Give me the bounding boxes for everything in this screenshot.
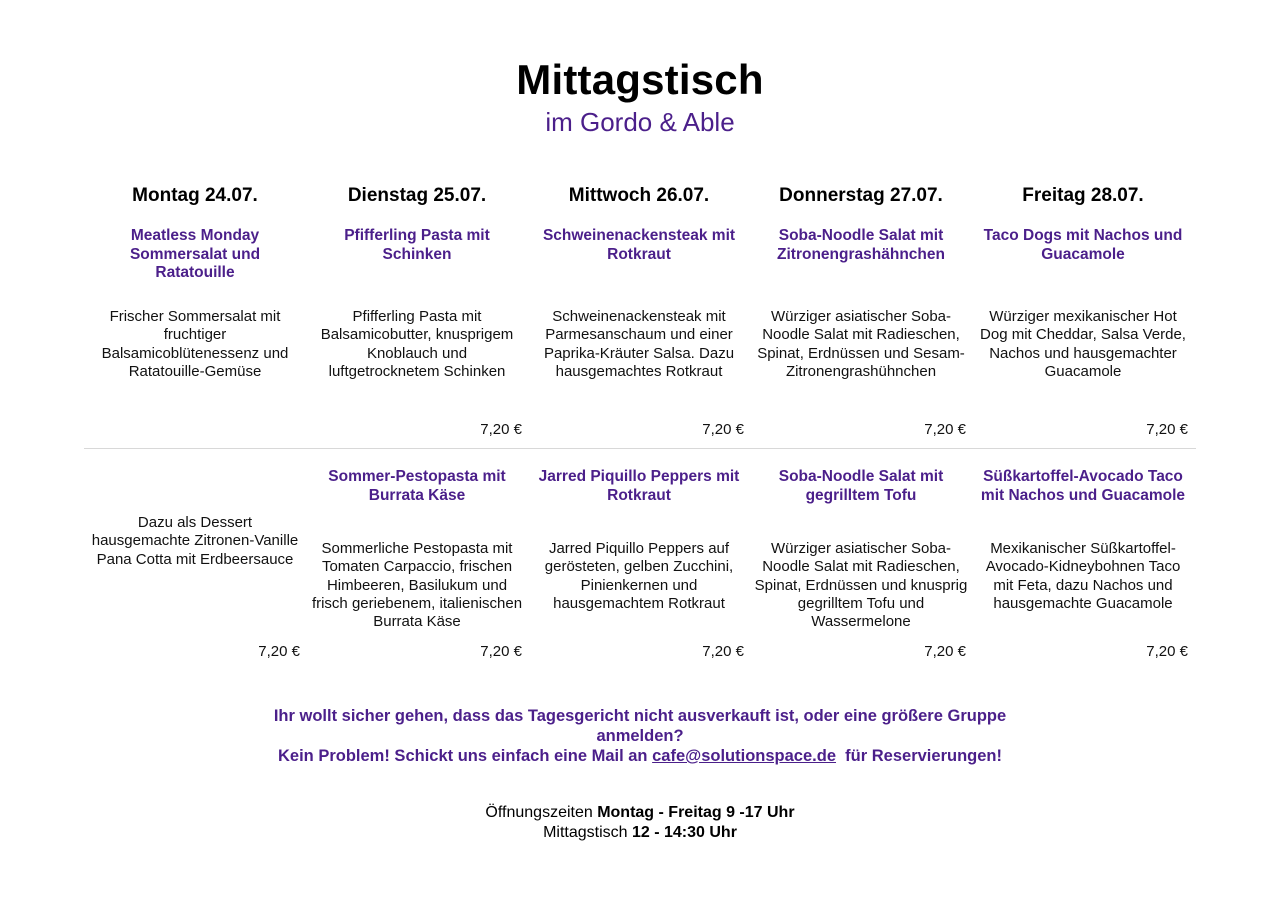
notice-line-1: Ihr wollt sicher gehen, dass das Tagesgericht nicht ausverkauft ist, oder eine größere Gruppe anmelden? [273, 707, 1007, 745]
day-heading: Donnerstag 27.07. [779, 185, 943, 206]
dish-name: Meatless Monday Sommersalat und Ratatouille [129, 227, 261, 281]
dish2-column-thursday [750, 449, 972, 671]
page-subtitle: im Gordo & Able [545, 107, 735, 137]
menu-row-2 [84, 449, 1196, 671]
dish2-column-wednesday [528, 449, 750, 671]
dish-price: 7,20 € [924, 643, 966, 660]
dish-description: Jarred Piquillo Peppers auf gerösteten, gelben Zucchini, Pinienkernen und hausgemachtem Rotkraut [544, 540, 734, 612]
day-column-tuesday [306, 185, 528, 448]
dish-name: Pfifferling Pasta mit Schinken [344, 227, 490, 263]
dish-name: Jarred Piquillo Peppers mit Rotkraut [538, 468, 740, 504]
dish-price: 7,20 € [702, 643, 744, 660]
page-title: Mittagstisch [516, 56, 764, 103]
dish-price: 7,20 € [258, 643, 300, 660]
reservation-notice [240, 706, 1040, 766]
dish-description: Würziger asiatischer Soba-Noodle Salat mit Radieschen, Spinat, Erdnüssen und Sesam-Zitronengrashühnchen [757, 308, 965, 380]
dish-name: Soba-Noodle Salat mit Zitronengrashähnchen [777, 227, 945, 263]
day-column-thursday [750, 185, 972, 448]
dish-description: Mexikanischer Süßkartoffel-Avocado-Kidneybohnen Taco mit Feta, dazu Nachos und hausgemachte Guacamole [985, 540, 1181, 612]
lunch-hours-label: Mittagstisch [543, 824, 632, 841]
notice-line-2-prefix: Kein Problem! Schickt uns einfach eine Mail an [278, 747, 653, 765]
notice-line-2 [240, 746, 1040, 766]
dish-price: 7,20 € [1146, 643, 1188, 660]
dish-description: Würziger mexikanischer Hot Dog mit Cheddar, Salsa Verde, Nachos und hausgemachter Guacamole [980, 308, 1186, 380]
dish-name: Schweinenackensteak mit Rotkraut [542, 227, 736, 263]
dish-description: Würziger asiatischer Soba-Noodle Salat mit Radieschen, Spinat, Erdnüssen und knusprig gegrilltem Tofu und Wassermelone [754, 540, 968, 631]
dish-price: 7,20 € [924, 421, 966, 438]
notice-line-2-suffix: für Reservierungen! [836, 747, 1002, 765]
day-heading: Mittwoch 26.07. [568, 185, 710, 206]
dish-price: 7,20 € [1146, 421, 1188, 438]
day-column-monday [84, 185, 306, 448]
day-column-friday [972, 185, 1194, 448]
dish-description: Schweinenackensteak mit Parmesanschaum und einer Paprika-Kräuter Salsa. Dazu hausgemachtes Rotkraut [543, 308, 735, 380]
dish-name: Sommer-Pestopasta mit Burrata Käse [328, 468, 506, 504]
dish-name: Süßkartoffel-Avocado Taco mit Nachos und Guacamole [980, 468, 1186, 504]
opening-hours [0, 803, 1280, 843]
dish2-column-friday [972, 449, 1194, 671]
dish-description: Sommerliche Pestopasta mit Tomaten Carpaccio, frischen Himbeeren, Basilukum und frisch geriebenem, italienischen Burrata Käse [311, 540, 523, 631]
dish-description: Pfifferling Pasta mit Balsamicobutter, knusprigem Knoblauch und luftgetrocknetem Schinken [320, 308, 514, 380]
dish-description: Frischer Sommersalat mit fruchtiger Balsamicoblütenessenz und Ratatouille-Gemüse [101, 308, 289, 380]
day-column-wednesday [528, 185, 750, 448]
opening-hours-value: Montag - Freitag 9 -17 Uhr [597, 804, 795, 821]
dish-name: Soba-Noodle Salat mit gegrilltem Tofu [778, 468, 944, 504]
email-link[interactable]: cafe@solutionspace.de [652, 747, 837, 765]
dish-name: Taco Dogs mit Nachos und Guacamole [983, 227, 1183, 263]
day-heading: Dienstag 25.07. [347, 185, 487, 206]
day-heading: Freitag 28.07. [1022, 185, 1144, 206]
dish-price: 7,20 € [480, 643, 522, 660]
dish-price: 7,20 € [480, 421, 522, 438]
day-heading: Montag 24.07. [132, 185, 258, 206]
dish-price: 7,20 € [702, 421, 744, 438]
menu-row-1 [84, 185, 1196, 448]
dessert-description: Dazu als Dessert hausgemachte Zitronen-Vanille Pana Cotta mit Erdbeersauce [91, 514, 299, 568]
opening-hours-label: Öffnungszeiten [485, 804, 598, 821]
dish2-column-tuesday [306, 449, 528, 671]
lunch-hours-value: 12 - 14:30 Uhr [631, 824, 737, 841]
lunch-hours-line [0, 823, 1280, 843]
opening-hours-line [0, 803, 1280, 823]
dessert-column-monday [84, 449, 306, 671]
